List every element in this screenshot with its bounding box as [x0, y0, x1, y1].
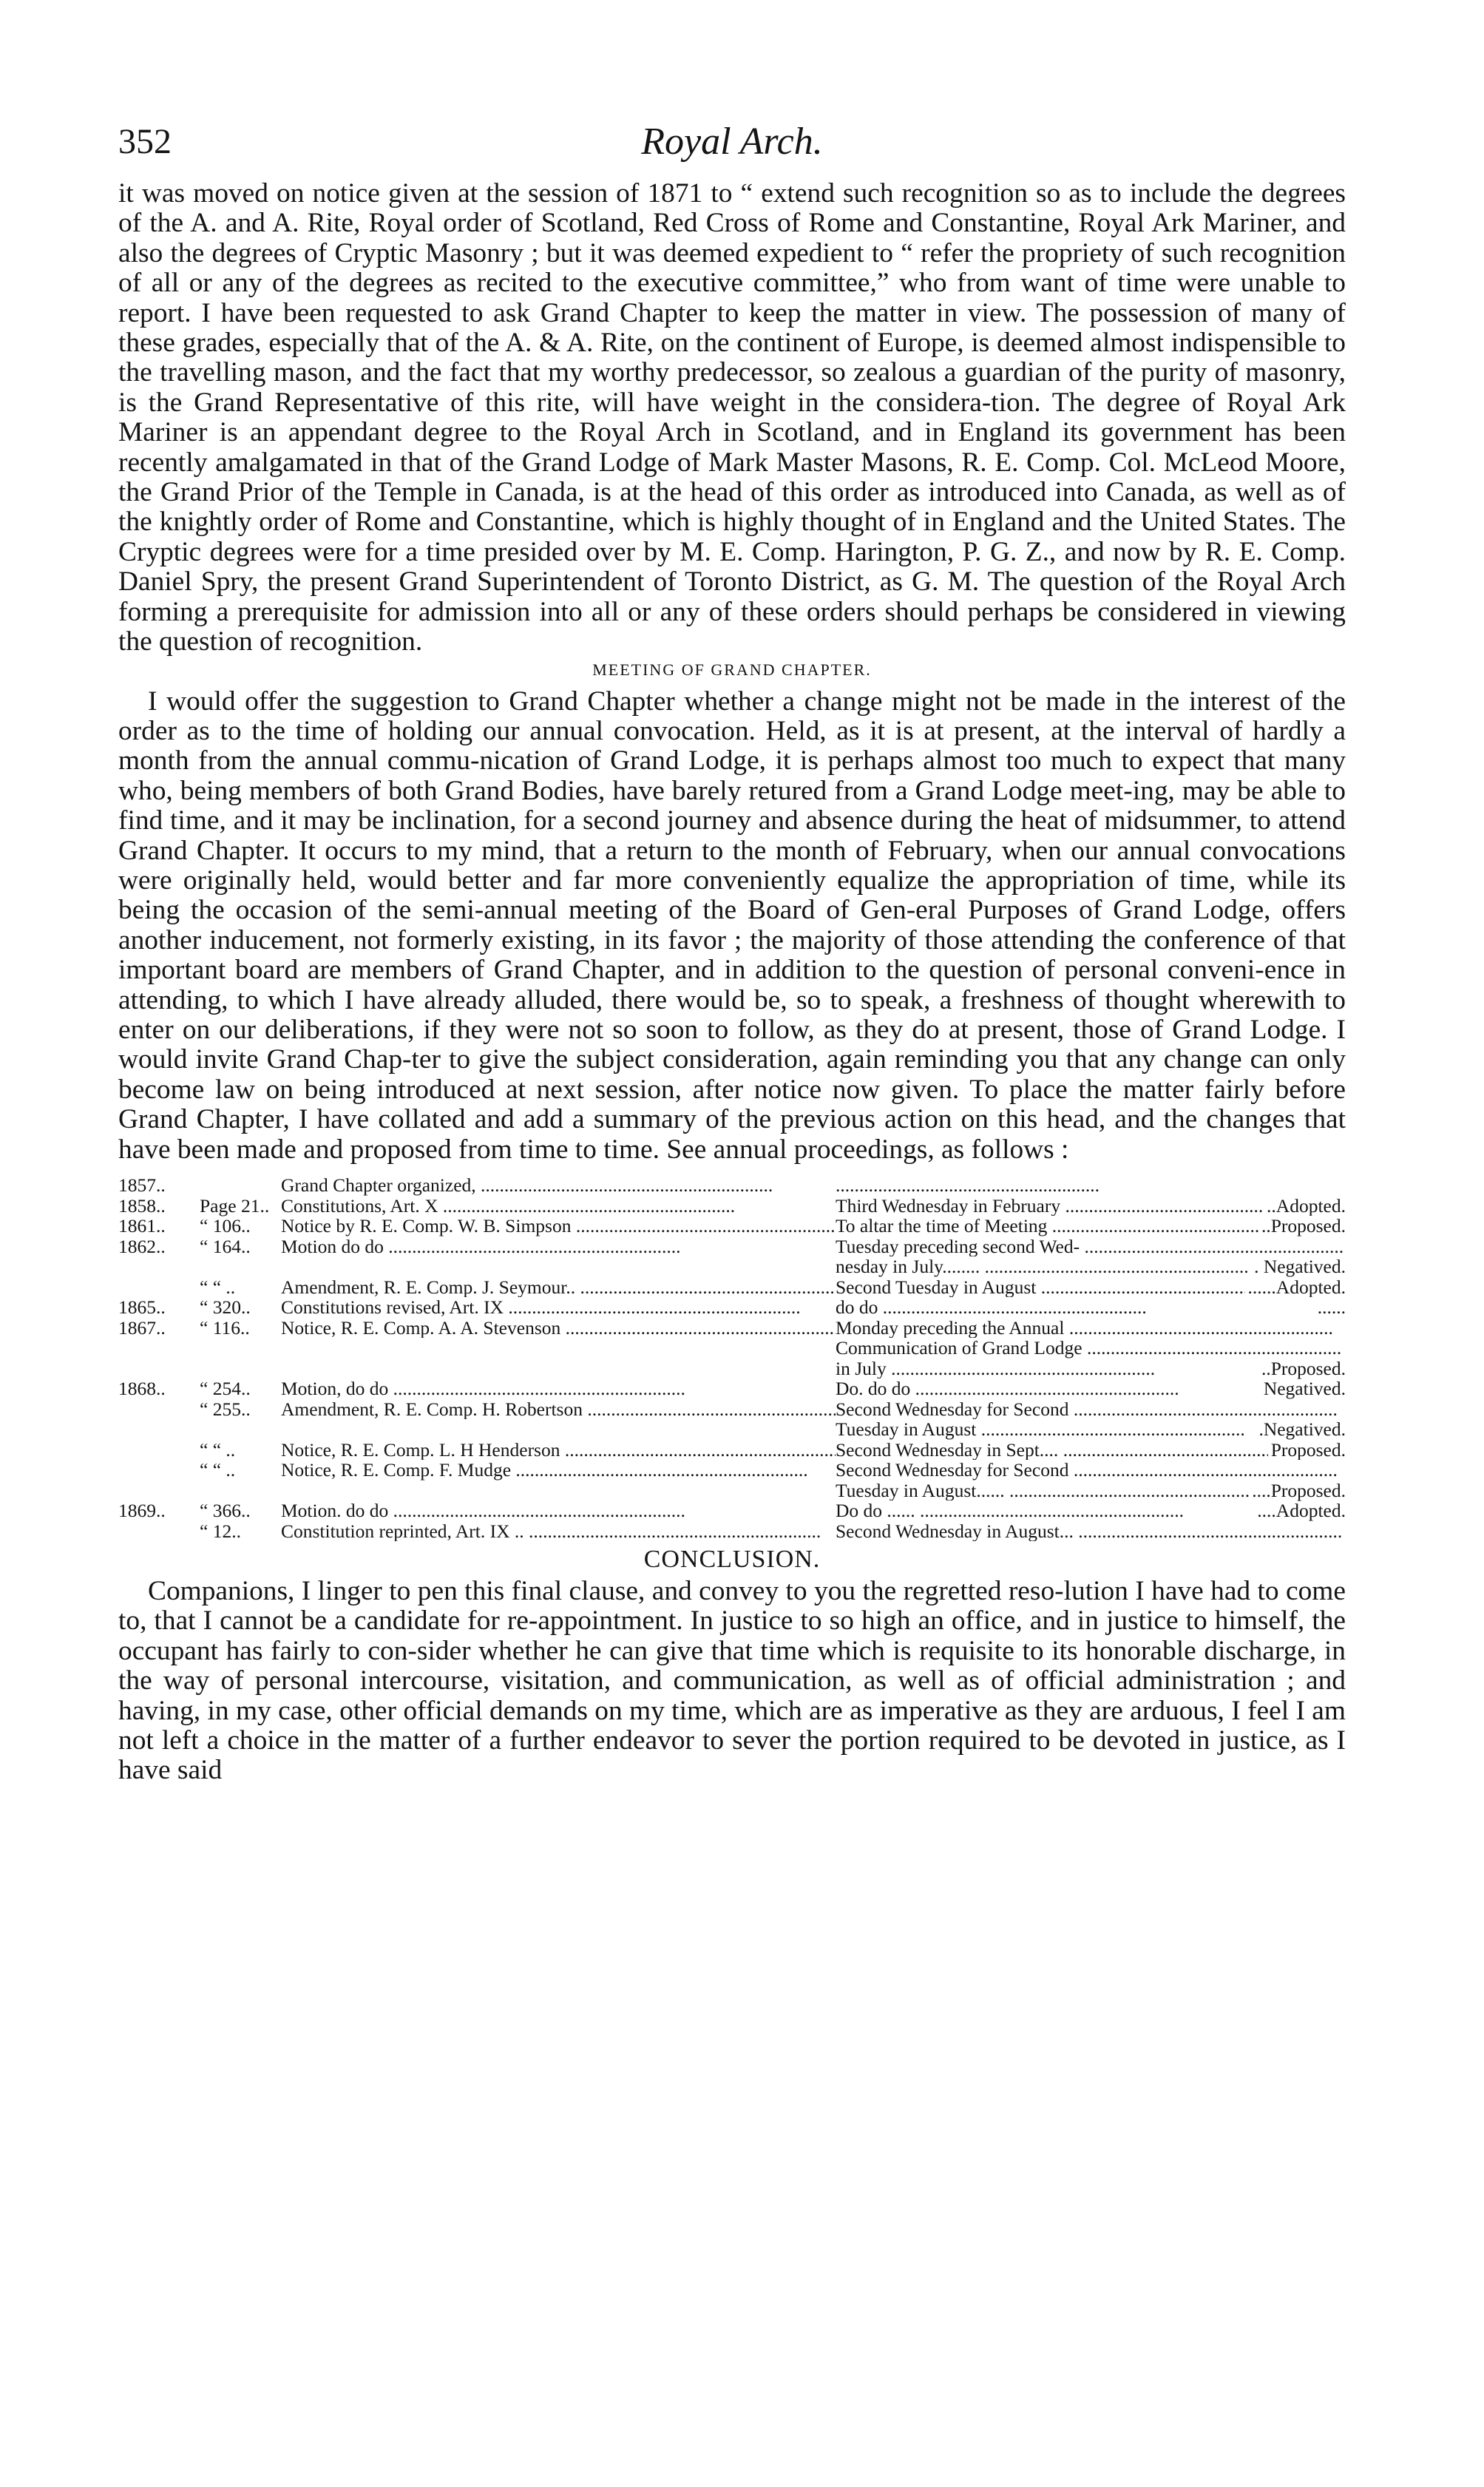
- table-row: [118, 1236, 1346, 1257]
- row-action-text: Tuesday preceding second Wed- .....: [836, 1236, 1343, 1257]
- row-page-ref: “ 106..: [200, 1215, 251, 1236]
- row-continuation-text: in July .....: [836, 1358, 1258, 1379]
- paragraph-conclusion: Companions, I linger to pen this final clause, and convey to you the regretted reso-lution I have had to come to, that I cannot be a candidate for re-appointment. In justice to so high an office, and in justice to himself, the occupant has fairly to con-sider whether he can give that time which is requisite to its honorable discharge, in the way of personal intercourse, visitation, and communication, as well as of official administration ; and having, in my case, other official demands on my time, which are as imperative as they are arduous, I feel I am not left a choice in the matter of a further endeavor to sever the portion required to be devoted in justice, as I have said: [118, 1576, 1346, 1786]
- row-year: 1867..: [118, 1316, 166, 1339]
- row-page-ref: “ “ ..: [200, 1459, 236, 1481]
- row-result: [1343, 1399, 1346, 1420]
- row-result: [1343, 1338, 1346, 1358]
- row-year: [118, 1399, 200, 1420]
- book-page: [118, 111, 1346, 2418]
- row-result: ......Adopted.: [1247, 1276, 1346, 1297]
- row-description: Notice, R. E. Comp. F. Mudge .....: [281, 1460, 836, 1481]
- row-action-text: Second Wednesday in August... .....: [836, 1521, 1343, 1542]
- row-description: Motion do do .....: [281, 1236, 836, 1257]
- row-year: [118, 1460, 200, 1481]
- section-heading-conclusion: CONCLUSION.: [643, 1546, 821, 1573]
- row-action-text: Second Wednesday for Second .....: [836, 1399, 1343, 1420]
- row-action-text: do do .....: [836, 1297, 1315, 1318]
- row-continuation-text: nesday in July........ .....: [836, 1256, 1251, 1277]
- row-description: Constitutions, Art. X .....: [281, 1196, 836, 1217]
- row-description: Amendment, R. E. Comp. H. Robertson .....: [281, 1399, 836, 1420]
- table-row: [118, 1500, 1346, 1521]
- page-header: [118, 111, 1346, 179]
- row-year: 1861..: [118, 1215, 166, 1236]
- row-action: [836, 1236, 1346, 1257]
- row-description: Notice, R. E. Comp. L. H Henderson .....: [281, 1440, 836, 1461]
- row-result: Negatived.: [1263, 1378, 1346, 1399]
- row-action: [836, 1175, 1346, 1196]
- row-page-ref: “ 164..: [200, 1235, 251, 1257]
- row-year: [118, 1521, 200, 1542]
- row-page-ref: “ 320..: [200, 1296, 251, 1318]
- table-row: [118, 1460, 1346, 1481]
- row-result: ..Proposed.: [1261, 1357, 1346, 1379]
- row-result: .Negatived.: [1258, 1418, 1346, 1440]
- table-row: [118, 1277, 1346, 1298]
- proceedings-summary-table: [118, 1175, 1346, 1541]
- running-title: Royal Arch.: [641, 121, 823, 163]
- table-row: [118, 1521, 1346, 1542]
- row-page-ref: “ 12..: [200, 1520, 241, 1542]
- row-page-ref: [200, 1175, 281, 1196]
- row-action: [836, 1440, 1346, 1461]
- row-action: [836, 1216, 1346, 1236]
- table-row: [118, 1318, 1346, 1339]
- row-page-ref: “ 254..: [200, 1378, 251, 1399]
- row-page-ref: “ 255..: [200, 1398, 251, 1420]
- row-result: ..Proposed.: [1261, 1216, 1346, 1236]
- table-row: [118, 1399, 1346, 1420]
- row-year: 1869..: [118, 1500, 166, 1521]
- row-result: [1343, 1175, 1346, 1196]
- table-row-continuation: [118, 1419, 1346, 1440]
- row-page-ref: “ 366..: [200, 1500, 251, 1521]
- row-action: [836, 1277, 1346, 1298]
- row-description: Amendment, R. E. Comp. J. Seymour.. .....: [281, 1277, 836, 1298]
- table-row: [118, 1440, 1346, 1461]
- row-page-ref: “ “ ..: [200, 1276, 236, 1298]
- row-action-text: Do. do do .....: [836, 1378, 1261, 1399]
- row-page-ref: “ “ ..: [200, 1438, 236, 1461]
- row-action-text: Do do ...... .....: [836, 1500, 1254, 1521]
- row-description: Notice, R. E. Comp. A. A. Stevenson .....: [281, 1318, 836, 1339]
- row-continuation-text: Tuesday in August...... .....: [836, 1481, 1249, 1501]
- row-year: [118, 1440, 200, 1461]
- table-row-continuation: [118, 1481, 1346, 1501]
- row-description: Constitutions revised, Art. IX .....: [281, 1297, 836, 1318]
- paragraph-recognition: it was moved on notice given at the session of 1871 to “ extend such recognition so as to include the degrees of the A. and A. Rite, Royal order of Scotland, Red Cross of Rome and Constantine, Royal Ark Mariner, and also the degrees of Cryptic Masonry ; but it was deemed expedient to “ refer the propriety of such recognition of all or any of the degrees as recited to the executive committee,” who from want of time were unable to report. I have been requested to ask Grand Chapter to keep the matter in view. The possession of many of these grades, especially that of the A. & A. Rite, on the continent of Europe, is deemed almost indispensible to the travelling mason, and the fact that my worthy predecessor, so zealous a guardian of the purity of masonry, is the Grand Representative of this rite, will have weight in the considera-tion. The degree of Royal Ark Mariner is an appendant degree to the Royal Arch in Scotland, and in England its government has been recently amalgamated in that of the Grand Lodge of Mark Master Masons, R. E. Comp. Col. McLeod Moore, the Grand Prior of the Temple in Canada, is at the head of this order as introduced into Canada, as well as of the knightly order of Rome and Constantine, which is highly thought of in England and the United States. The Cryptic degrees were for a time presided over by M. E. Comp. Harington, P. G. Z., and now by R. E. Comp. Daniel Spry, the present Grand Superintendent of Toronto District, as G. M. The question of the Royal Arch forming a prerequisite for admission into all or any of these orders should perhaps be considered in viewing the question of recognition.: [118, 178, 1346, 657]
- row-action-text: To altar the time of Meeting .....: [836, 1216, 1258, 1236]
- row-result: [1343, 1521, 1346, 1542]
- row-page-ref: “ 116..: [200, 1316, 250, 1339]
- table-row: [118, 1378, 1346, 1399]
- paragraph-meeting-time: I would offer the suggestion to Grand Chapter whether a change might not be made in the interest of the order as to the time of holding our annual convocation. Held, as it is at present, at the interval of hardly a month from the annual commu-nication of Grand Lodge, it is perhaps almost too much to expect that many who, being members of both Grand Bodies, have barely retured from a Grand Lodge meet-ing, may be able to find time, and it may be inclination, for a second journey and absence during the heat of midsummer, to attend Grand Chapter. It occurs to my mind, that a return to the month of February, when our annual convocations were originally held, would better and far more conveniently equalize the appropriation of time, while its being the occasion of the semi-annual meeting of the Board of Gen-eral Purposes of Grand Lodge, offers another inducement, not formerly existing, in its favor ; the majority of those attending the conference of that important board are members of Grand Chapter, and in addition to the question of personal conveni-ence in attending, to which I have already alluded, there would be, so to speak, a freshness of thought wherewith to enter on our deliberations, if they were not so soon to follow, as they do at present, those of Grand Lodge. I would invite Grand Chap-ter to give the subject consideration, again reminding you that any change can only become law on being introduced at next session, after notice now given. To place the matter fairly before Grand Chapter, I have collated and add a summary of the previous action on this head, and the changes that have been made and proposed from time to time. See annual proceedings, as follows :: [118, 686, 1346, 1165]
- row-result: . Negatived.: [1254, 1256, 1346, 1277]
- row-year: 1862..: [118, 1235, 166, 1257]
- row-action: [836, 1399, 1346, 1420]
- row-action: [836, 1297, 1346, 1318]
- row-result: ....Adopted.: [1257, 1500, 1346, 1521]
- row-description: Notice by R. E. Comp. W. B. Simpson .....: [281, 1216, 836, 1236]
- row-year: 1858..: [118, 1194, 166, 1217]
- table-row-continuation: [118, 1338, 1346, 1358]
- row-action-text: Second Wednesday for Second .....: [836, 1460, 1343, 1481]
- row-page-ref: Page 21..: [200, 1194, 270, 1217]
- row-result: [1343, 1318, 1346, 1339]
- row-action: [836, 1318, 1346, 1339]
- row-action-text: Second Wednesday in Sept.... .....: [836, 1440, 1268, 1461]
- row-description: Motion. do do .....: [281, 1500, 836, 1521]
- row-action-text: Second Tuesday in August .....: [836, 1277, 1245, 1298]
- row-result: ......: [1317, 1297, 1346, 1318]
- page-number: 352: [118, 122, 172, 161]
- table-row: [118, 1196, 1346, 1217]
- row-year: 1868..: [118, 1378, 166, 1399]
- row-continuation-text: Tuesday in August .....: [836, 1419, 1256, 1440]
- row-result: Proposed.: [1270, 1439, 1346, 1460]
- row-result: [1343, 1460, 1346, 1481]
- table-row: [118, 1297, 1346, 1318]
- row-action: [836, 1196, 1346, 1217]
- row-action-text: [836, 1175, 1343, 1196]
- row-year: 1865..: [118, 1296, 166, 1318]
- section-heading-meeting: MEETING OF GRAND CHAPTER.: [592, 660, 872, 679]
- row-continuation-text: Communication of Grand Lodge .....: [836, 1338, 1343, 1358]
- row-result: [1343, 1236, 1346, 1257]
- row-description: Constitution reprinted, Art. IX .. .....: [281, 1521, 836, 1542]
- table-row-continuation: [118, 1358, 1346, 1379]
- row-year: [118, 1277, 200, 1298]
- table-row-continuation: [118, 1256, 1346, 1277]
- row-description: Motion, do do .....: [281, 1378, 836, 1399]
- row-action: [836, 1378, 1346, 1399]
- row-action: [836, 1521, 1346, 1542]
- table-row: [118, 1216, 1346, 1236]
- table-row: [118, 1175, 1346, 1196]
- row-action-text: Monday preceding the Annual .....: [836, 1318, 1343, 1339]
- row-description: Grand Chapter organized, .....: [281, 1175, 836, 1196]
- row-action: [836, 1500, 1346, 1521]
- row-result: ....Proposed.: [1252, 1479, 1346, 1501]
- row-result: ..Adopted.: [1267, 1195, 1346, 1216]
- row-action: [836, 1460, 1346, 1481]
- row-action-text: Third Wednesday in February .....: [836, 1196, 1264, 1217]
- row-year: 1857..: [118, 1174, 166, 1196]
